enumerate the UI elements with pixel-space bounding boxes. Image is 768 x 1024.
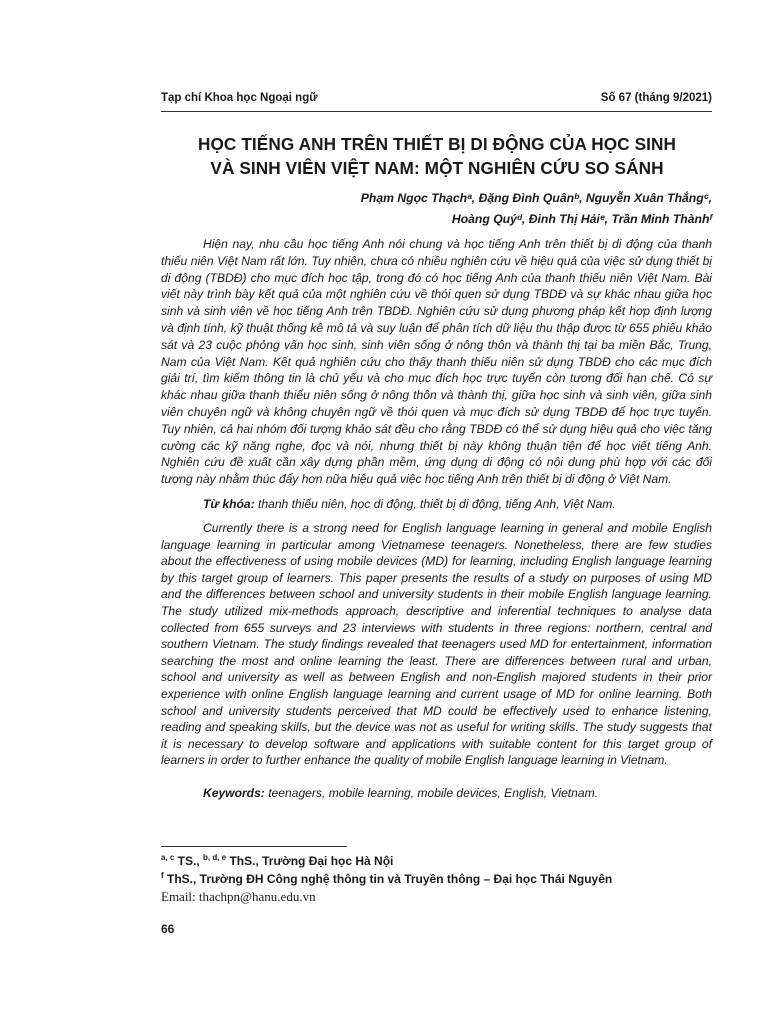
- article-title: [150, 132, 724, 180]
- issue-info: Số 67 (tháng 9/2021): [600, 92, 712, 104]
- header-divider: [161, 111, 712, 112]
- page-number: 66: [161, 922, 175, 936]
- footnote-affiliation-2: [161, 870, 712, 888]
- footnote-marker: a, c: [161, 853, 175, 862]
- footnote-text: TS.,: [174, 854, 204, 868]
- abstract-english: Currently there is a strong need for English language learning in general and mobile English language learning in particular among Vietnamese teenagers. Nonetheless, there are few studies about the effectiveness of using mobile devices (MD) for learning, including English language learning by this target group of learners. This paper presents the results of a study on purposes of using MD and the differences between school and university students in their mobile English language learning. The study utilized mix-methods approach, descriptive and inferential techniques to analyse data collected from 655 surveys and 23 interviews with students in three regions: northern, central and southern Vietnam. The study findings revealed that teenagers used MD for entertainment, information searching the most and online learning the least. There are differences between rural and urban, school and university as well as between English and non-English majored students in their prior experience with online English language learning and current usage of MD for online learning. Both school and university students perceived that MD could be effectively used to enhance listening, reading and speaking skills, but the device was not as useful for writing skills. The study suggests that it is necessary to develop software and applications with suitable content for this target group of learners in order to further enhance the quality of mobile English language learning in Vietnam.: [161, 521, 712, 768]
- authors-line-1: Phạm Ngọc Thạchᵃ, Đặng Đình Quânᵇ, Nguyễn Xuân Thắngᶜ,: [360, 191, 712, 205]
- footnotes: [161, 852, 712, 906]
- footnote-affiliation-1: [161, 852, 712, 870]
- keywords-en-text: teenagers, mobile learning, mobile devices, English, Vietnam.: [264, 786, 599, 800]
- keywords-vietnamese: [161, 496, 712, 513]
- contact-email: Email: thachpn@hanu.edu.vn: [161, 889, 316, 904]
- keywords-en-label: Keywords:: [203, 786, 265, 800]
- abstract-vietnamese: Hiện nay, nhu cầu học tiếng Anh nói chung và học tiếng Anh trên thiết bị di động của thanh thiếu niên Việt Nam rất lớn. Tuy nhiên, chưa có nhiều nghiên cứu về hiệu quả của việc sử dụng thiết bị di động (TBDĐ) cho mục đích học tập, trong đó có học tiếng Anh của thanh thiếu niên Việt Nam. Bài viết này trình bày kết quả của một nghiên cứu về thói quen sử dụng TBDĐ và sự khác nhau giữa học sinh và sinh viên về học tiếng Anh trên TBDĐ. Nghiên cứu sử dụng phương pháp kết hợp định lượng và định tính, kỹ thuật thống kê mô tả và suy luận để phân tích dữ liệu thu thập được từ 655 phiếu khảo sát và 23 cuộc phỏng vấn học sinh, sinh viên sống ở nông thôn và thành thị tại ba miền Bắc, Trung, Nam của Việt Nam. Kết quả nghiên cứu cho thấy thanh thiếu niên sử dụng TBDĐ cho các mục đích giải trí, tìm kiếm thông tin là chủ yếu và cho mục đích học trực tuyến còn tương đối hạn chế. Có sự khác nhau giữa thanh thiếu niên sống ở nông thôn và thành thị, giữa học sinh và sinh viên, giữa sinh viên chuyên ngữ và không chuyên ngữ về thói quen và mục đích sử dụng TBDĐ để học trực tuyến. Tuy nhiên, cả hai nhóm đối tượng khảo sát đều cho rằng TBDĐ có thể sử dụng hiệu quả cho việc tăng cường các kỹ năng nghe, đọc và nói, nhưng thiết bị này không thuận tiện để học viết tiếng Anh. Nghiên cứu đề xuất cần xây dựng phần mềm, ứng dụng di động có nội dung phù hợp với các đối tượng này nhằm thúc đẩy hơn nữa hiệu quả việc học tiếng Anh trên thiết bị di động ở Việt Nam.: [161, 237, 712, 487]
- journal-name: Tạp chí Khoa học Ngoại ngữ: [161, 92, 318, 104]
- authors-line-2: Hoàng Quýᵈ, Đinh Thị Hảiᵉ, Trần Minh Thànhᶠ: [451, 212, 712, 226]
- title-line-1: HỌC TIẾNG ANH TRÊN THIẾT BỊ DI ĐỘNG CỦA HỌC SINH: [197, 134, 677, 154]
- author-list: [152, 188, 712, 230]
- running-header: [161, 92, 712, 104]
- title-line-2: VÀ SINH VIÊN VIỆT NAM: MỘT NGHIÊN CỨU SO SÁNH: [210, 158, 664, 178]
- footnote-marker: b, d, e: [203, 853, 227, 862]
- keywords-vi-text: thanh thiếu niên, học di động, thiết bị di động, tiếng Anh, Việt Nam.: [254, 497, 616, 511]
- footnote-text: ThS., Trường Đại học Hà Nội: [226, 854, 394, 868]
- footnote-marker: f: [161, 871, 164, 880]
- footnote-divider: [161, 846, 347, 847]
- footnote-text: ThS., Trường ĐH Công nghệ thông tin và Truyền thông – Đại học Thái Nguyên: [163, 872, 613, 886]
- keywords-vi-label: Từ khóa:: [203, 497, 255, 511]
- keywords-english: [161, 785, 712, 802]
